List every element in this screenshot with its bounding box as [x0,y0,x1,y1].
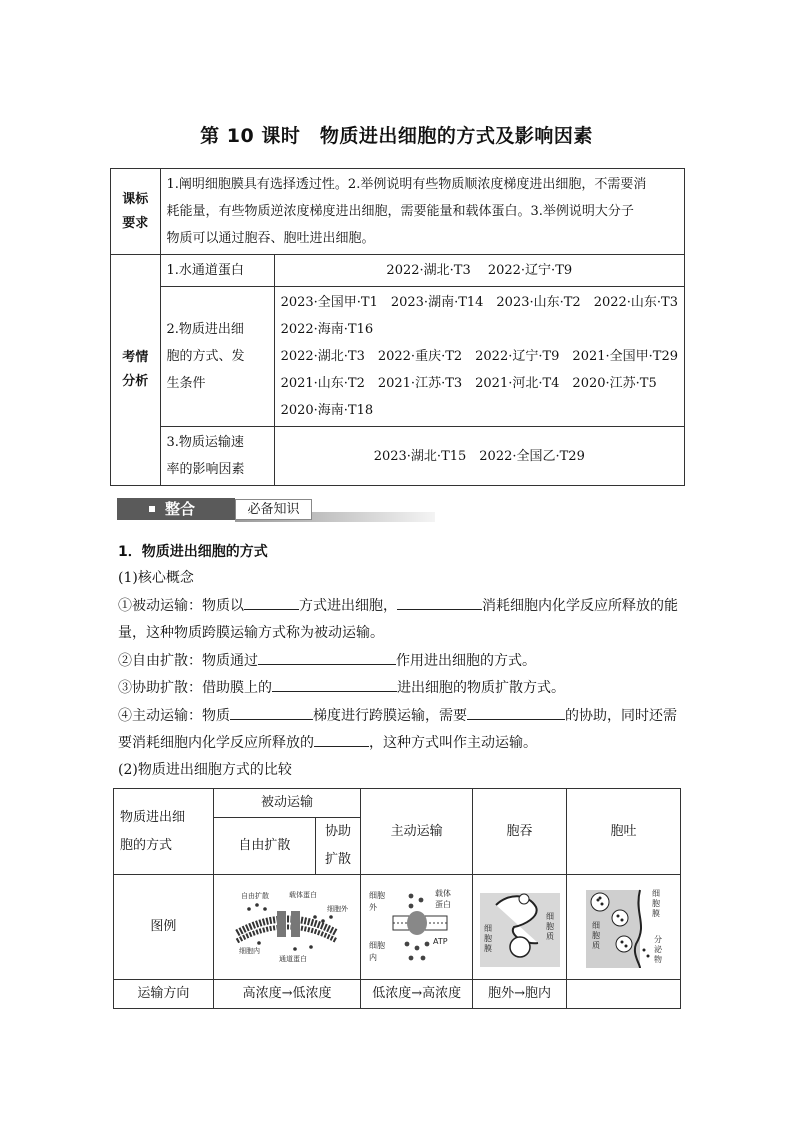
blank-3[interactable] [258,650,396,665]
requirements-line-3: 物质可以通过胞吞、胞吐进出细胞。 [166,231,375,246]
exam-refs-2-line-1: 2023·全国甲·T1 2023·湖南·T14 2023·山东·T2 2022·山东·T3 [280,295,678,310]
cmp-header-facil [315,818,360,875]
exo-label-3: 膜 [652,909,661,918]
cmp-dir-passive: 高浓度→低浓度 [213,980,360,1009]
cmp-row-diagram-label: 图例 [114,875,214,980]
cmp-header-facil-2: 扩散 [324,852,351,867]
cmp-row-direction-label: 运输方向 [114,980,214,1009]
exo-label-6: 质 [592,941,601,950]
vesicle-icon [510,937,530,957]
item4-text-a: ④主动运输：物质 [118,708,230,724]
item4-text-d: 要消耗细胞内化学反应所释放的 [118,735,314,751]
cmp-header-passive: 被动运输 [213,789,360,818]
cmp-header-mode-1: 物质进出细 [120,809,186,825]
cmp-dir-exo [566,980,680,1009]
exam-topic-1-text: 1.水通道蛋白 [166,263,244,278]
item3-text-a: ③协助扩散：借助膜上的 [118,680,272,696]
blank-4[interactable] [272,677,397,692]
exam-topic-1 [160,255,274,287]
item1-text-a: ①被动运输：物质以 [118,598,244,614]
exam-topic-3 [160,427,274,486]
endocytosis-diagram [478,885,562,969]
item-facilitated-diffusion [118,676,565,700]
item4-text-b: 梯度进行跨膜运输，需要 [313,708,467,724]
exo-label-2: 胞 [652,899,661,908]
cmp-dir-active: 低浓度→高浓度 [361,980,473,1009]
act-label-7: 内 [368,953,377,962]
exam-head [111,255,161,486]
active-transport-diagram [367,886,467,968]
page-title: 第 10 课时 物质进出细胞的方式及影响因素 [200,125,593,147]
particle-icon [519,894,529,904]
exam-topic-2-line-3: 生条件 [166,376,206,391]
subheading-core-concepts: (1)核心概念 [118,570,194,586]
comparison-table [113,788,681,1009]
square-icon [149,506,155,512]
requirements-text [160,169,684,255]
exam-refs-2-line-5: 2020·海南·T18 [280,403,374,418]
item2-text-a: ②自由扩散：物质通过 [118,653,258,669]
cmp-diagram-active [361,875,473,980]
item-passive-transport [118,594,678,618]
item-active-transport-cont [118,731,537,755]
exam-head-2: 分析 [122,374,149,389]
cmp-diagram-exo [566,875,680,980]
passive-transport-diagram [219,887,355,967]
cmp-header-facil-1: 协助 [324,824,351,839]
endo-label-6: 质 [545,932,554,941]
cmp-header-active: 主动运输 [361,789,473,875]
exam-refs-1 [274,255,684,287]
exo-label-7: 分 [654,935,663,944]
act-label-1: 细胞 [368,891,385,900]
cmp-diagram-endo [473,875,567,980]
free-label-2: 载体蛋白 [289,891,318,899]
section-heading: 1．物质进出细胞的方式 [118,544,268,560]
exam-topic-2-line-1: 2.物质进出细 [166,322,244,337]
free-label-3: 细胞外 [327,905,349,913]
channel-protein-icon [291,911,300,937]
exam-refs-3-text: 2023·湖北·T15 2022·全国乙·T29 [373,448,585,464]
exam-refs-2-line-4: 2021·山东·T2 2021·江苏·T3 2021·河北·T4 2020·江苏·T5 [280,376,657,391]
cmp-header-mode-2: 胞的方式 [120,837,173,853]
requirements-head [111,169,161,255]
item1-text-c: 消耗细胞内化学反应所释放的能 [482,598,678,614]
exam-head-1: 考情 [122,350,149,365]
endo-label-1: 细 [483,924,492,933]
vesicle-3-icon [616,936,632,952]
blank-6[interactable] [467,705,565,720]
exo-label-5: 胞 [592,931,601,940]
exam-refs-3 [274,427,684,486]
cmp-diagram-passive [213,875,360,980]
requirements-head-2: 要求 [122,215,149,231]
item-free-diffusion [118,649,536,673]
exo-label-1: 细 [652,889,661,898]
free-label-5: 通道蛋白 [279,955,308,963]
cmp-header-endo: 胞吞 [473,789,567,875]
item2-text-b: 作用进出细胞的方式。 [396,653,536,669]
item-active-transport [118,704,677,728]
blank-2[interactable] [397,595,482,610]
cmp-dir-endo: 胞外→胞内 [473,980,567,1009]
act-label-2: 外 [368,903,377,912]
exam-topic-2 [160,287,274,427]
curriculum-table [110,168,685,486]
subheading-comparison: (2)物质进出细胞方式的比较 [118,762,292,778]
act-label-4: 蛋白 [434,900,451,909]
item-passive-transport-cont: 量，这种物质跨膜运输方式称为被动运输。 [118,625,384,641]
endo-label-3: 膜 [483,944,492,953]
item1-text-b: 方式进出细胞， [299,598,397,614]
endo-label-4: 细 [545,912,554,921]
act-label-3: 载体 [434,889,451,898]
banner-main [117,498,235,520]
exam-refs-2-line-3: 2022·湖北·T3 2022·重庆·T2 2022·辽宁·T9 2021·全国甲·T29 [280,349,678,364]
exocytosis-diagram [578,884,668,970]
cmp-header-free: 自由扩散 [213,818,315,875]
item4-text-e: ，这种方式叫作主动运输。 [369,735,537,751]
free-label-4: 细胞内 [239,947,261,955]
banner-main-text: 整合 [165,500,196,518]
section-banner [117,498,437,524]
act-label-5: ATP [432,937,448,946]
exo-label-9: 物 [654,955,663,964]
item4-text-c: 的协助，同时还需 [565,708,677,724]
exam-topic-3-line-2: 率的影响因素 [166,462,245,477]
carrier-icon [407,911,427,935]
molecule-dots-icon [247,903,333,951]
act-label-6: 细胞 [368,941,385,950]
free-label-1: 自由扩散 [241,892,270,900]
exo-label-4: 细 [592,921,601,930]
blank-7[interactable] [314,732,369,747]
carrier-protein-icon [277,911,286,937]
exam-refs-2 [274,287,684,427]
banner-sub: 必备知识 [235,499,312,520]
item3-text-b: 进出细胞的物质扩散方式。 [397,680,565,696]
blank-5[interactable] [230,705,313,720]
exam-topic-3-line-1: 3.物质运输速 [166,435,244,450]
blank-1[interactable] [244,595,299,610]
requirements-line-1: 1.阐明细胞膜具有选择透过性。2.举例说明有些物质顺浓度梯度进出细胞，不需要消 [166,177,647,192]
requirements-head-1: 课标 [122,191,149,207]
cmp-header-mode [114,789,214,875]
requirements-line-2: 耗能量，有些物质逆浓度梯度进出细胞，需要能量和载体蛋白。3.举例说明大分子 [166,204,634,219]
exam-topic-2-line-2: 胞的方式、发 [166,349,245,364]
exam-refs-1-text: 2022·湖北·T3 2022·辽宁·T9 [386,263,573,278]
endo-label-2: 胞 [483,934,492,943]
vesicle-2-icon [612,910,628,926]
exam-refs-2-line-2: 2022·海南·T16 [280,322,374,337]
exo-label-8: 泌 [654,945,663,954]
cmp-header-exo: 胞吐 [566,789,680,875]
vesicle-1-icon [591,893,609,911]
endo-label-5: 胞 [545,922,554,931]
